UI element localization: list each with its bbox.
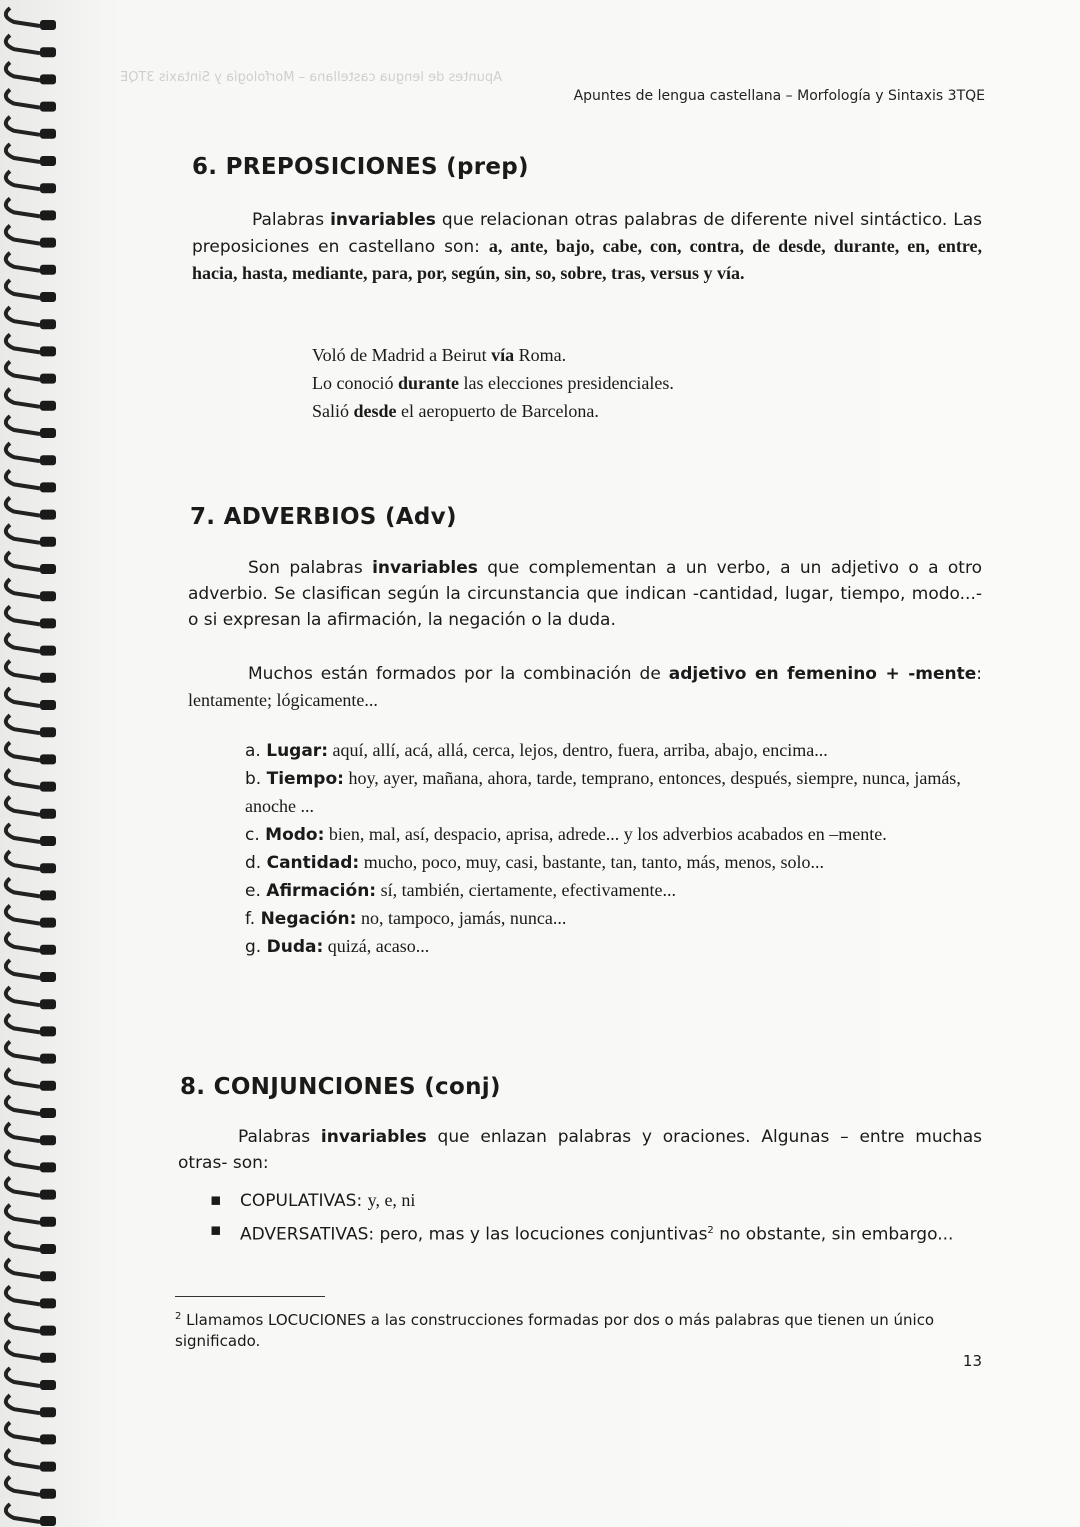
text-run: b. xyxy=(245,769,267,789)
binding-hole xyxy=(40,482,56,492)
bullet-icon: ▪ xyxy=(210,1190,222,1210)
spiral-coil xyxy=(6,824,40,842)
spiral-coil xyxy=(6,661,40,679)
footnote-divider xyxy=(175,1296,325,1297)
spiral-coil xyxy=(6,742,40,760)
text-run: y, e, ni xyxy=(367,1190,416,1210)
spiral-coil xyxy=(6,1450,40,1468)
spiral-coil xyxy=(6,1286,40,1304)
binding-hole xyxy=(40,918,56,928)
spiral-coil xyxy=(6,552,40,570)
bold-text: a, ante, bajo, cabe, con, contra, de desde, durante, en, entre, hacia, hasta, mediante, para, por, según, sin, so, sobre, tras, versus y vía. xyxy=(192,236,982,283)
spiral-coil xyxy=(6,1504,40,1522)
text-run: lentamente; lógicamente... xyxy=(188,690,378,710)
section-8-paragraph xyxy=(178,1124,982,1176)
spiral-coil xyxy=(6,797,40,815)
spiral-coil xyxy=(6,851,40,869)
spiral-coil xyxy=(6,960,40,978)
text-run: hoy, ayer, mañana, ahora, tarde, temprano, entonces, después, siempre, nunca, jamás, anoche ... xyxy=(245,768,961,816)
binding-hole xyxy=(40,945,56,955)
text-run: mucho, poco, muy, casi, bastante, tan, tanto, más, menos, solo... xyxy=(359,852,824,872)
binding-hole xyxy=(40,618,56,628)
spiral-coil xyxy=(6,62,40,80)
binding-hole xyxy=(40,537,56,547)
binding-hole xyxy=(40,1026,56,1036)
list-item xyxy=(245,877,982,905)
section-6-heading: 6. PREPOSICIONES (prep) xyxy=(192,154,529,180)
binding-hole xyxy=(40,700,56,710)
spiral-coil xyxy=(6,1014,40,1032)
binding-hole xyxy=(40,1407,56,1417)
spiral-coil xyxy=(6,634,40,652)
binding-hole xyxy=(40,401,56,411)
conjunction-list xyxy=(205,1186,982,1250)
list-item xyxy=(245,905,982,933)
binding-hole xyxy=(40,210,56,220)
section-7-heading: 7. ADVERBIOS (Adv) xyxy=(190,504,457,530)
spiral-coil xyxy=(6,498,40,516)
binding-hole xyxy=(40,782,56,792)
bold-text: desde xyxy=(353,401,397,421)
binding-hole xyxy=(40,1380,56,1390)
spiral-coil xyxy=(6,1150,40,1168)
spiral-coil xyxy=(6,688,40,706)
bold-text: durante xyxy=(397,373,459,393)
spiral-coil xyxy=(6,933,40,951)
list-item xyxy=(245,765,982,821)
bold-text: Negación: xyxy=(260,909,357,929)
binding-hole xyxy=(40,1244,56,1254)
spiral-coil xyxy=(6,416,40,434)
binding-hole xyxy=(40,809,56,819)
binding-hole xyxy=(40,646,56,656)
text-run: Son palabras xyxy=(248,558,373,578)
binding-hole xyxy=(40,292,56,302)
binding-hole xyxy=(40,510,56,520)
text-run: que relacionan otras palabras de diferente nivel sintáctico. Las preposiciones en castellano son: xyxy=(192,210,982,257)
text-run: Roma. xyxy=(514,345,567,365)
binding-hole xyxy=(40,47,56,57)
spiral-coil xyxy=(6,171,40,189)
binding-hole xyxy=(40,1081,56,1091)
binding-hole xyxy=(40,102,56,112)
binding-hole xyxy=(40,1135,56,1145)
text-run: Palabras xyxy=(238,1127,321,1147)
spiral-coil xyxy=(6,1368,40,1386)
binding-hole xyxy=(40,156,56,166)
text-run: que complementan a un verbo, a un adjetivo o a otro adverbio. Se clasifican según la circunstancia que indican -cantidad, lugar, tiempo, modo...- o si expresan la afirmación, la negación o la duda. xyxy=(188,558,982,630)
spiral-coil xyxy=(6,226,40,244)
binding-hole xyxy=(40,1162,56,1172)
binding-hole xyxy=(40,1489,56,1499)
binding-hole xyxy=(40,1108,56,1118)
binding-hole xyxy=(40,346,56,356)
binding-hole xyxy=(40,591,56,601)
spiral-coil xyxy=(6,389,40,407)
spiral-coil xyxy=(6,1395,40,1413)
spiral-coil xyxy=(6,35,40,53)
footnote-text: Llamamos LOCUCIONES a las construcciones formadas por dos o más palabras que tienen un único significado. xyxy=(175,1311,935,1350)
binding-hole xyxy=(40,183,56,193)
spiral-coil xyxy=(6,770,40,788)
text-run: que enlazan palabras y oraciones. Algunas – entre muchas otras- son: xyxy=(178,1127,982,1173)
bleed-through-text: Apuntes de lengua castellana – Morfología y Sintaxis 3TQE xyxy=(120,70,503,85)
text-run: sí, también, ciertamente, efectivamente... xyxy=(376,880,676,900)
text-run: el aeropuerto de Barcelona. xyxy=(396,401,599,421)
bold-text: Lugar: xyxy=(266,741,328,761)
binding-hole xyxy=(40,20,56,30)
binding-hole xyxy=(40,374,56,384)
text-run: Palabras xyxy=(252,210,331,230)
section-6-paragraph xyxy=(192,207,982,287)
spiral-coil xyxy=(6,1042,40,1060)
spiral-coil xyxy=(6,715,40,733)
binding-hole xyxy=(40,319,56,329)
list-item xyxy=(245,933,982,961)
text-run: a. xyxy=(245,741,267,761)
spiral-coil xyxy=(6,1232,40,1250)
section-7-note xyxy=(188,661,982,714)
page-header: Apuntes de lengua castellana – Morfología y Sintaxis 3TQE xyxy=(573,88,985,104)
spiral-coil xyxy=(6,1314,40,1332)
spiral-coil xyxy=(6,1341,40,1359)
spiral-coil xyxy=(6,1422,40,1440)
text-run: Muchos están formados por la combinación de xyxy=(248,664,669,684)
binding-hole xyxy=(40,1217,56,1227)
spiral-coil xyxy=(6,198,40,216)
spiral-coil xyxy=(6,1178,40,1196)
list-item xyxy=(245,821,982,849)
spiral-binding-icon xyxy=(0,0,70,1527)
text-run: las elecciones presidenciales. xyxy=(459,373,674,393)
binding-hole xyxy=(40,836,56,846)
binding-hole xyxy=(40,428,56,438)
spiral-coil xyxy=(6,606,40,624)
section-8-heading: 8. CONJUNCIONES (conj) xyxy=(180,1074,501,1100)
adverb-types-list xyxy=(245,737,982,961)
spiral-coil xyxy=(6,470,40,488)
spiral-coil xyxy=(6,443,40,461)
text-run: g. xyxy=(245,937,267,957)
binding-hole xyxy=(40,564,56,574)
spiral-coil xyxy=(6,8,40,26)
text-run: pero, mas y las locuciones conjuntivas xyxy=(379,1224,708,1245)
text-run: no, tampoco, jamás, nunca... xyxy=(356,908,567,928)
binding-hole xyxy=(40,754,56,764)
text-run: e. xyxy=(245,881,267,901)
text-run: ADVERSATIVAS: xyxy=(240,1224,380,1245)
text-run: Voló de Madrid a Beirut xyxy=(312,345,492,365)
example-line xyxy=(312,397,599,426)
text-run: aquí, allí, acá, allá, cerca, lejos, dentro, fuera, arriba, abajo, encima... xyxy=(328,740,828,760)
binding-hole xyxy=(40,1054,56,1064)
spiral-coil xyxy=(6,906,40,924)
text-run: COPULATIVAS: xyxy=(240,1191,368,1211)
bold-text: Modo: xyxy=(265,825,325,845)
binding-hole xyxy=(40,1271,56,1281)
binding-hole xyxy=(40,238,56,248)
binding-hole xyxy=(40,890,56,900)
spiral-coil xyxy=(6,1477,40,1495)
footnote-marker: 2 xyxy=(175,1311,182,1322)
text-run: quizá, acaso... xyxy=(323,936,430,956)
spiral-coil xyxy=(6,1205,40,1223)
bold-text: vía xyxy=(491,345,515,365)
spiral-coil xyxy=(6,90,40,108)
list-item xyxy=(205,1216,982,1250)
bullet-icon: ▪ xyxy=(210,1220,222,1240)
example-line xyxy=(312,341,566,370)
binding-hole xyxy=(40,129,56,139)
bold-text: invariables xyxy=(372,558,478,578)
spiral-coil xyxy=(6,525,40,543)
page-number: 13 xyxy=(962,1352,982,1370)
spiral-coil xyxy=(6,1096,40,1114)
bold-text: invariables xyxy=(330,210,436,230)
spiral-coil xyxy=(6,1069,40,1087)
binding-hole xyxy=(40,1190,56,1200)
text-run: Lo conoció xyxy=(312,373,398,393)
binding-hole xyxy=(40,1462,56,1472)
text-run: c. xyxy=(245,825,266,845)
binding-hole xyxy=(40,999,56,1009)
spiral-coil xyxy=(6,1123,40,1141)
spiral-coil xyxy=(6,117,40,135)
spiral-coil xyxy=(6,1259,40,1277)
binding-hole xyxy=(40,972,56,982)
footnote xyxy=(175,1306,982,1352)
spiral-coil xyxy=(6,307,40,325)
binding-hole xyxy=(40,1353,56,1363)
text-run: bien, mal, así, despacio, aprisa, adrede... y los adverbios acabados en –mente. xyxy=(324,824,887,844)
binding-hole xyxy=(40,1298,56,1308)
binding-hole xyxy=(40,1516,56,1526)
text-run: d. xyxy=(245,853,267,873)
binding-hole xyxy=(40,673,56,683)
binding-hole xyxy=(40,1434,56,1444)
bold-text: Tiempo: xyxy=(266,769,344,789)
binding-hole xyxy=(40,265,56,275)
list-item xyxy=(245,737,982,765)
bold-text: Cantidad: xyxy=(266,853,360,873)
spiral-coil xyxy=(6,280,40,298)
bold-text: invariables xyxy=(320,1127,427,1147)
text-run: f. xyxy=(245,909,261,929)
text-run: Salió xyxy=(312,401,354,421)
spiral-coil xyxy=(6,144,40,162)
bold-text: Duda: xyxy=(266,937,324,957)
binding-hole xyxy=(40,863,56,873)
section-7-paragraph xyxy=(188,555,982,633)
text-run: : xyxy=(976,664,982,684)
list-item xyxy=(205,1186,982,1216)
binding-hole xyxy=(40,727,56,737)
spiral-coil xyxy=(6,878,40,896)
spiral-coil xyxy=(6,362,40,380)
spiral-coil xyxy=(6,334,40,352)
spiral-coil xyxy=(6,579,40,597)
example-line xyxy=(312,369,674,398)
spiral-coil xyxy=(6,987,40,1005)
bold-text: Afirmación: xyxy=(266,881,377,901)
spiral-coil xyxy=(6,253,40,271)
binding-hole xyxy=(40,1326,56,1336)
text-run: no obstante, sin embargo... xyxy=(713,1224,954,1245)
binding-hole xyxy=(40,74,56,84)
footnote-ref: 2 xyxy=(707,1225,714,1236)
binding-hole xyxy=(40,455,56,465)
list-item xyxy=(245,849,982,877)
bold-text: adjetivo en femenino + -mente xyxy=(668,664,977,684)
